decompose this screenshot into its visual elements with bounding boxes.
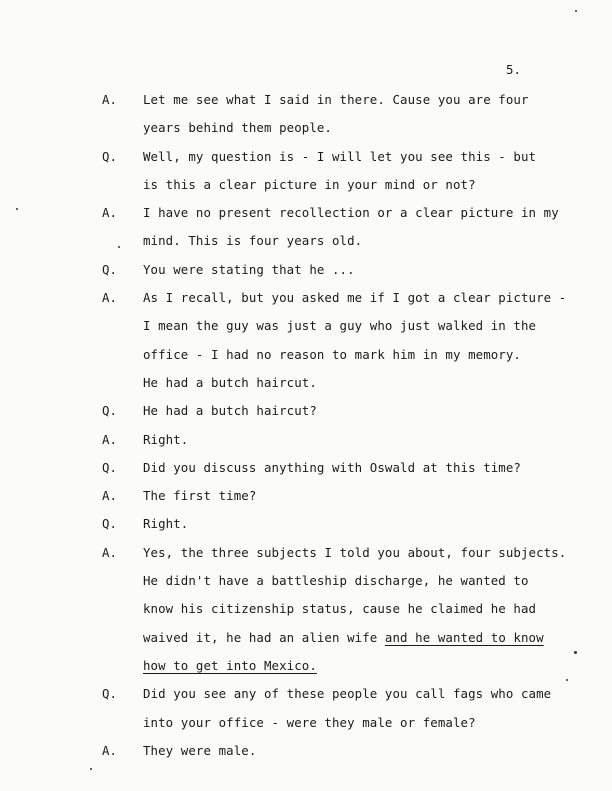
transcript-line (0, 713, 612, 741)
transcript-line (0, 741, 612, 769)
scan-speck (575, 10, 577, 12)
speaker-label: A. (102, 205, 118, 221)
line-text (143, 599, 536, 619)
speaker-label: A. (102, 488, 118, 504)
line-text-plain: waived it, he had an alien wife (143, 629, 385, 645)
transcript-line (0, 231, 612, 259)
transcript-line (0, 260, 612, 288)
scan-speck (90, 768, 92, 770)
transcript-line (0, 543, 612, 571)
line-text-plain: office - I had no reason to mark him in my memory. (143, 346, 521, 362)
transcript-line (0, 90, 612, 118)
line-text-plain: They were male. (143, 742, 257, 758)
speaker-label: Q. (102, 516, 118, 532)
transcript-line (0, 373, 612, 401)
line-text-plain: Did you discuss anything with Oswald at this time? (143, 459, 521, 475)
speaker-label: A. (102, 544, 118, 560)
speaker-label: Q. (102, 261, 118, 277)
line-text (143, 684, 551, 704)
line-text-underlined: how to get into Mexico. (143, 657, 317, 673)
line-text-plain: mind. This is four years old. (143, 233, 363, 249)
line-text (143, 118, 332, 138)
line-text-plain: Let me see what I said in there. Cause you are four (143, 92, 529, 107)
line-text (143, 345, 521, 365)
speaker-label: A. (102, 742, 118, 758)
line-text (143, 231, 362, 251)
line-text (143, 288, 566, 308)
line-text-plain: He had a butch haircut? (143, 403, 317, 419)
line-text-plain: Did you see any of these people you call fags who came (143, 686, 552, 702)
transcript-line (0, 486, 612, 514)
line-text-underlined: and he wanted to know (384, 629, 544, 645)
speaker-label: Q. (102, 148, 118, 164)
line-text (143, 486, 256, 506)
transcript-line (0, 118, 612, 146)
line-text-plain: Yes, the three subjects I told you about, four subjects. (143, 544, 567, 560)
scan-speck (118, 246, 120, 248)
speaker-label: Q. (102, 403, 118, 419)
line-text (143, 458, 521, 478)
line-text-plain: He didn't have a battleship discharge, he wanted to (143, 573, 529, 589)
line-text-plain: know his citizenship status, cause he claimed he had (143, 601, 537, 617)
transcript-line (0, 628, 612, 656)
transcript-line (0, 599, 612, 627)
line-text-plain: You were stating that he ... (143, 261, 355, 277)
line-text-plain: Well, my question is - I will let you see this - but (143, 148, 537, 164)
line-text-plain: is this a clear picture in your mind or not? (143, 176, 476, 192)
transcript-line (0, 288, 612, 316)
speaker-label: A. (102, 431, 118, 447)
speaker-label: Q. (102, 459, 118, 475)
line-text-plain: As I recall, but you asked me if I got a clear picture - (143, 290, 567, 306)
speaker-label: A. (102, 92, 118, 107)
transcript-line (0, 175, 612, 203)
line-text (143, 656, 317, 676)
line-text (143, 90, 529, 110)
line-text (143, 147, 536, 167)
speaker-label: Q. (102, 686, 118, 702)
transcript-line (0, 401, 612, 429)
transcript-body (0, 90, 612, 769)
transcript-line (0, 203, 612, 231)
transcript-line (0, 345, 612, 373)
line-text-plain: The first time? (143, 488, 257, 504)
line-text (143, 373, 317, 393)
transcript-line (0, 684, 612, 712)
line-text-plain: years behind them people. (143, 120, 332, 136)
transcript-line (0, 147, 612, 175)
line-text (143, 713, 476, 733)
line-text (143, 514, 188, 534)
line-text (143, 741, 256, 761)
line-text (143, 430, 188, 450)
scan-speck (574, 651, 577, 654)
page-number: 5. (506, 62, 522, 77)
transcript-line (0, 514, 612, 542)
line-text-plain: Right. (143, 516, 189, 532)
line-text (143, 316, 536, 336)
line-text (143, 260, 355, 280)
transcript-line (0, 656, 612, 684)
scan-speck (566, 679, 568, 681)
line-text (143, 543, 566, 563)
line-text-plain: into your office - were they male or female? (143, 714, 476, 730)
line-text (143, 175, 476, 195)
line-text-plain: Right. (143, 431, 189, 447)
line-text (143, 203, 559, 223)
transcript-line (0, 430, 612, 458)
transcript-line (0, 316, 612, 344)
scan-speck (16, 208, 18, 210)
line-text-plain: I have no present recollection or a clear picture in my (143, 205, 559, 221)
transcript-line (0, 571, 612, 599)
line-text (143, 628, 544, 648)
line-text (143, 401, 317, 421)
line-text-plain: He had a butch haircut. (143, 374, 317, 390)
transcript-line (0, 458, 612, 486)
speaker-label: A. (102, 290, 118, 306)
line-text (143, 571, 529, 591)
line-text-plain: I mean the guy was just a guy who just walked in the (143, 318, 537, 334)
